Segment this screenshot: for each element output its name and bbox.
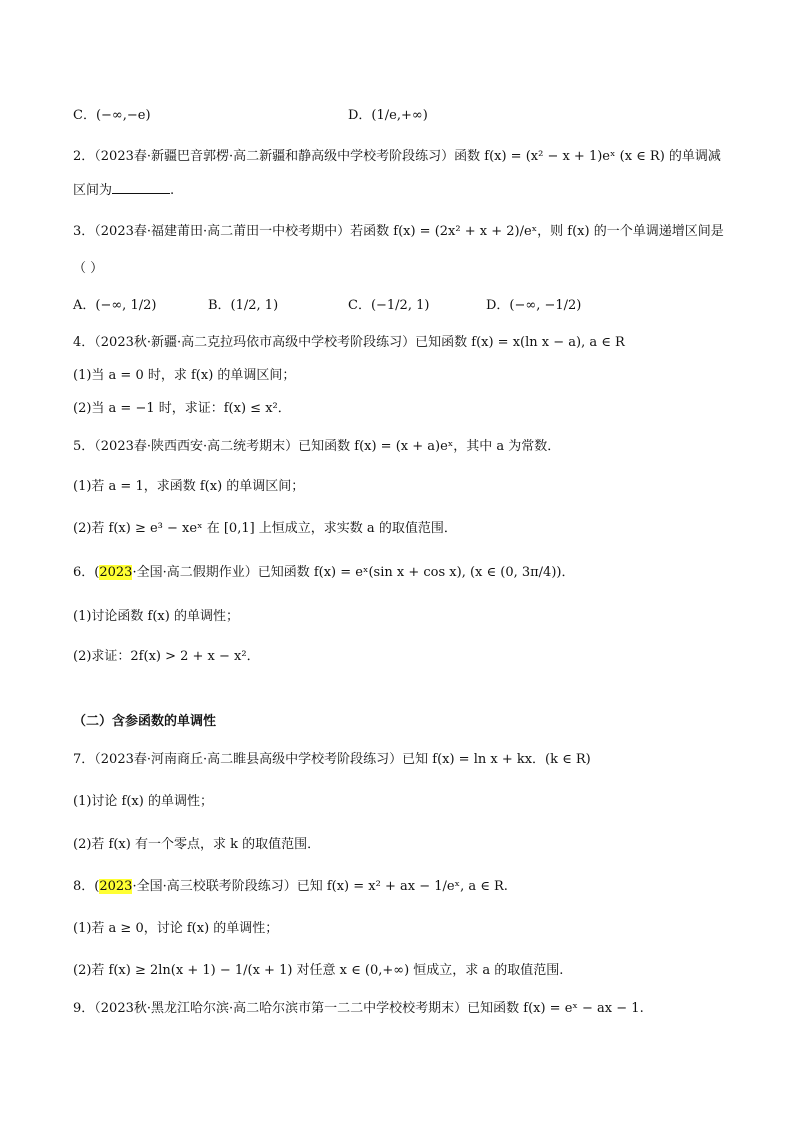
q5-part2: (2)若 f(x) ≥ e³ − xeˣ 在 [0,1] 上恒成立，求实数 a 的取值范围． [73,521,457,536]
q8-part2: (2)若 f(x) ≥ 2ln(x + 1) − 1/(x + 1) 对任意 x ∈ (0,+∞) 恒成立，求 a 的取值范围. [73,963,564,978]
q6-number: 6．( [73,565,100,580]
q3-option-c[interactable]: C．(−1/2, 1) [348,298,430,313]
q2-answer-line [73,181,174,200]
q6-stem [73,564,574,582]
q8-part1: (1)若 a ≥ 0，讨论 f(x) 的单调性； [73,921,279,936]
answer-blank[interactable] [112,181,170,194]
q7-part1: (1)讨论 f(x) 的单调性； [73,794,213,809]
q4-part1: (1)当 a = 0 时，求 f(x) 的单调区间； [73,368,296,383]
q3-option-d[interactable]: D．(−∞, −1/2) [486,298,582,313]
q2-label: 区间为 [73,183,113,198]
q4-part2: (2)当 a = −1 时，求证：f(x) ≤ x²． [73,401,291,416]
q2-stem: 2．（2023春·新疆巴音郭楞·高二新疆和静高级中学校考阶段练习）函数 f(x) = (x² − x + 1)eˣ (x ∈ R) 的单调减 [73,149,721,164]
q1-option-d: D．(1/e,+∞) [348,108,428,123]
q7-stem: 7．（2023春·河南商丘·高二睢县高级中学校考阶段练习）已知 f(x) = ln x + kx．(k ∈ R) [73,752,591,767]
q6-text: ·全国·高二假期作业）已知函数 f(x) = eˣ(sin x + cos x), (x ∈ (0, 3π/4))． [132,565,575,580]
q2-period: . [170,183,175,198]
q5-stem: 5．（2023春·陕西西安·高二统考期末）已知函数 f(x) = (x + a)eˣ，其中 a 为常数． [73,439,561,454]
q1-option-c: C．(−∞,−e) [73,108,151,123]
highlighted-year: 2023 [99,879,133,894]
highlighted-year: 2023 [99,565,133,580]
q4-stem: 4．（2023秋·新疆·高二克拉玛依市高级中学校考阶段练习）已知函数 f(x) = x(ln x − a), a ∈ R [73,335,625,350]
q8-stem [73,878,508,896]
q8-number: 8．( [73,879,100,894]
q3-option-a[interactable]: A．(−∞, 1/2) [73,298,157,313]
q3-option-b[interactable]: B．(1/2, 1) [208,298,279,313]
q6-part1: (1)讨论函数 f(x) 的单调性； [73,609,239,624]
section-heading: （二）含参函数的单调性 [73,714,217,729]
q5-part1: (1)若 a = 1，求函数 f(x) 的单调区间； [73,479,305,494]
q8-text: ·全国·高三校联考阶段练习）已知 f(x) = x² + ax − 1/eˣ, a ∈ R. [132,879,508,894]
q7-part2: (2)若 f(x) 有一个零点，求 k 的取值范围． [73,837,321,852]
q3-bracket: （ ） [73,261,104,276]
q6-part2: (2)求证：2f(x) > 2 + x − x²． [73,649,260,664]
q9-stem: 9．（2023秋·黑龙江哈尔滨·高二哈尔滨市第一二二中学校校考期末）已知函数 f(x) = eˣ − ax − 1. [73,1001,644,1016]
q3-stem: 3．（2023春·福建莆田·高二莆田一中校考期中）若函数 f(x) = (2x² + x + 2)/eˣ，则 f(x) 的一个单调递增区间是 [73,224,724,239]
